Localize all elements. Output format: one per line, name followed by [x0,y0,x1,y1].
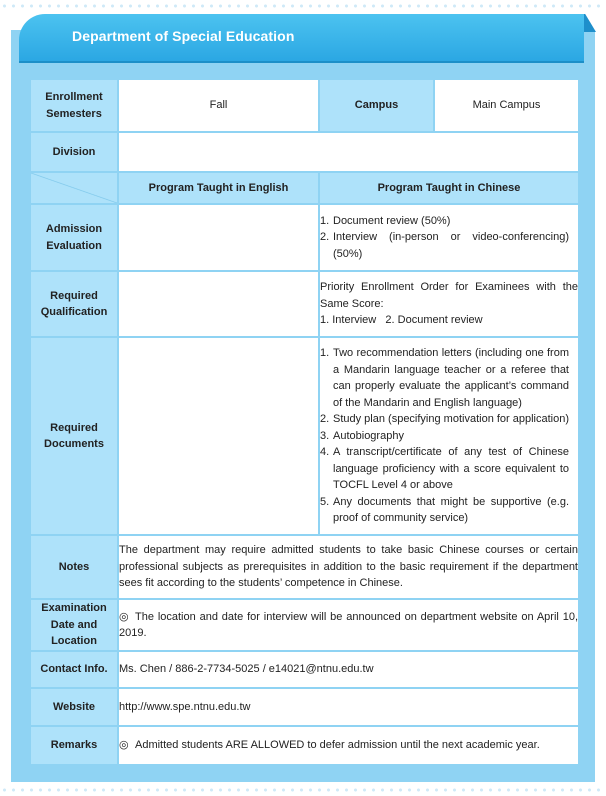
documents-list [320,345,578,527]
contact-value: Ms. Chen / 886-2-7734-5025 / e14021@ntnu.edu.tw [118,651,579,688]
enrollment-value: Fall [118,79,319,132]
qualification-line-2: 1. Interview 2. Document review [320,314,483,327]
exam-value [118,599,579,651]
division-label: Division [30,132,118,172]
remarks-value [118,726,579,765]
documents-chinese [319,337,579,535]
division-row [30,132,579,172]
enrollment-row [30,79,579,132]
exam-label: Examination Date and Location [30,599,118,651]
notes-row [30,535,579,599]
list-item: 1. Two recommendation letters (including one from a Mandarin language teacher or a referee that can properly evaluate the applicant’s command of the Mandarin and English language) [320,347,569,409]
column-header-row [30,172,579,204]
program-info-table [29,78,580,766]
double-circle-icon: ◎ [119,610,129,623]
remarks-text: Admitted students ARE ALLOWED to defer admission until the next academic year. [135,739,540,752]
admission-chinese [319,204,579,271]
exam-text: The location and date for interview will be announced on department website on April 10, 2019. [119,610,578,639]
double-circle-icon: ◎ [119,739,129,752]
exam-row [30,599,579,651]
notes-value: The department may require admitted students to take basic Chinese courses or certain professional subjects as prerequisites in addition to the basic requirement if the department sees fit according to the students’ competence in Chinese. [118,535,579,599]
admission-label: Admission Evaluation [30,204,118,271]
qualification-chinese [319,271,579,337]
documents-label: Required Documents [30,337,118,535]
division-value [118,132,579,172]
qualification-row [30,271,579,337]
list-item: 3. Autobiography [320,429,404,442]
chinese-program-header: Program Taught in Chinese [319,172,579,204]
website-row [30,688,579,726]
remarks-row [30,726,579,765]
admission-english [118,204,319,271]
list-item: 5. Any documents that might be supportive (e.g. proof of community service) [320,495,569,525]
qualification-english [118,271,319,337]
qualification-line-1: Priority Enrollment Order for Examinees with the Same Score: [320,281,578,310]
dotted-border-top [0,2,606,10]
diagonal-header-cell [30,172,118,204]
list-item: 4. A transcript/certificate of any test of Chinese language proficiency with a score equivalent to TOCFL Level 4 or above [320,446,569,492]
list-item: 2. Study plan (specifying motivation for application) [320,413,570,426]
dotted-border-bottom [0,786,606,794]
notes-label: Notes [30,535,118,599]
remarks-label: Remarks [30,726,118,765]
list-item: 1. Document review (50%) [320,214,451,227]
list-item: 2. Interview (in-person or video-conferencing) (50%) [320,231,569,260]
website-link[interactable]: http://www.spe.ntnu.edu.tw [118,688,579,726]
campus-value: Main Campus [434,79,579,132]
qualification-label: Required Qualification [30,271,118,337]
documents-row [30,337,579,535]
website-label: Website [30,688,118,726]
contact-row [30,651,579,688]
documents-english [118,337,319,535]
admission-row [30,204,579,271]
page-title: Department of Special Education [72,28,295,44]
contact-label: Contact Info. [30,651,118,688]
admission-list [320,213,578,263]
campus-label: Campus [319,79,434,132]
english-program-header: Program Taught in English [118,172,319,204]
enrollment-label: Enrollment Semesters [30,79,118,132]
